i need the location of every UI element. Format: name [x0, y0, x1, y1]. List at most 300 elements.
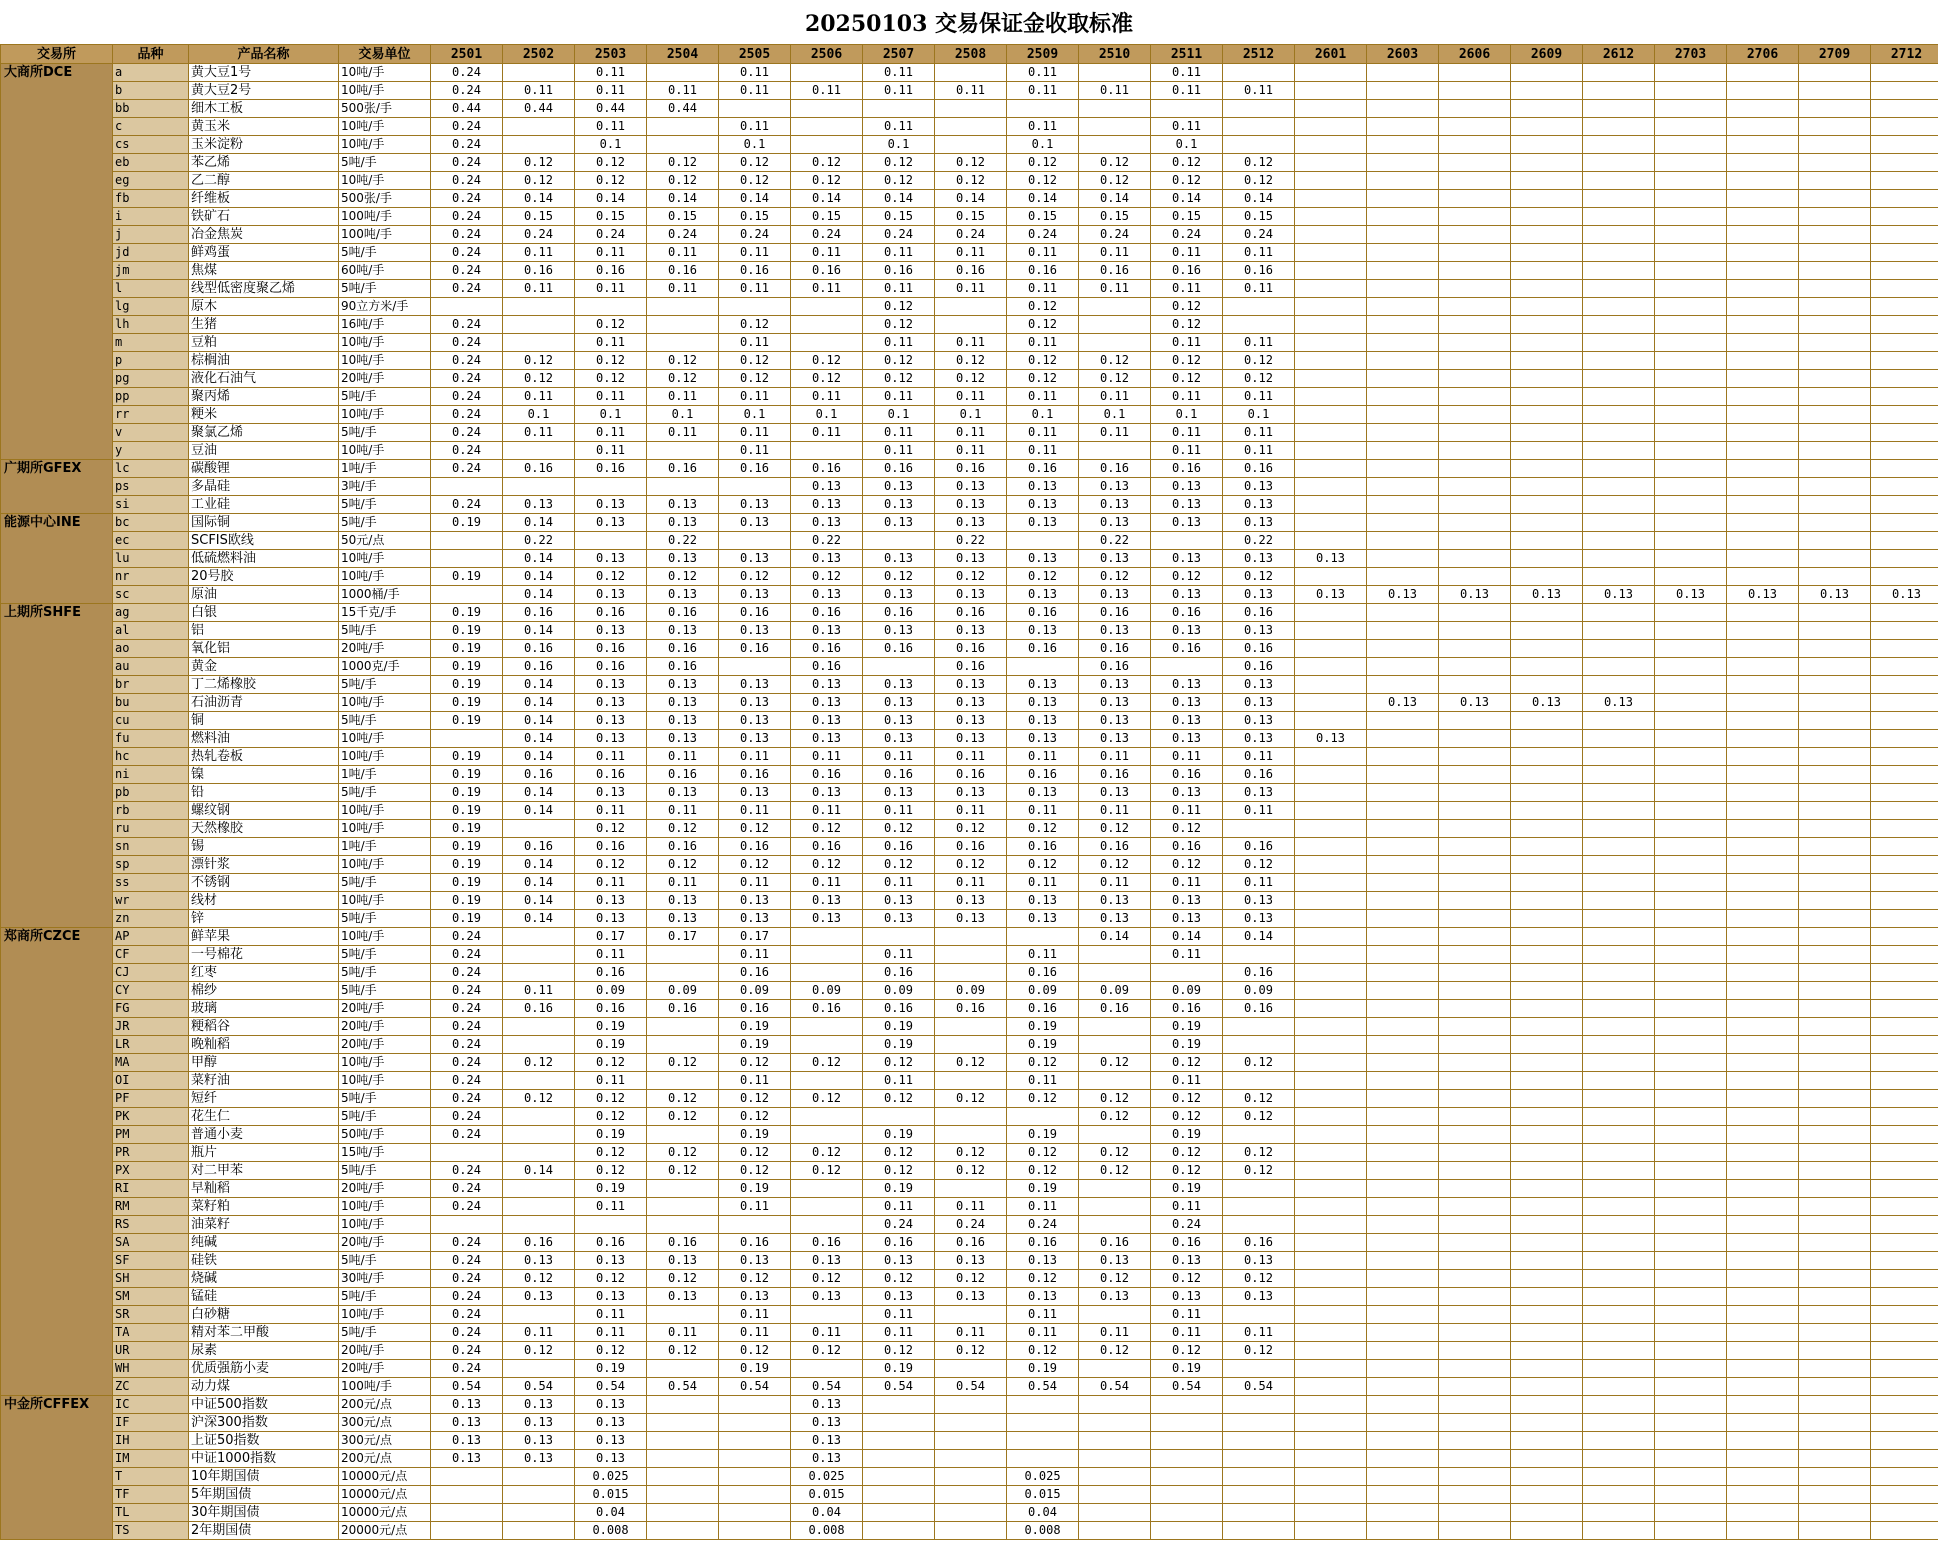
margin-value-cell[interactable] [791, 1072, 863, 1090]
margin-value-cell[interactable]: 0.19 [431, 838, 503, 856]
trading-unit-cell[interactable]: 50吨/手 [339, 1126, 431, 1144]
margin-value-cell[interactable]: 0.11 [719, 1324, 791, 1342]
variety-code-cell[interactable]: sc [113, 586, 189, 604]
margin-value-cell[interactable]: 0.13 [1079, 496, 1151, 514]
margin-value-cell[interactable]: 0.24 [431, 190, 503, 208]
margin-value-cell[interactable]: 0.16 [647, 1000, 719, 1018]
margin-value-cell[interactable] [1079, 1018, 1151, 1036]
margin-value-cell[interactable] [1871, 1126, 1938, 1144]
margin-value-cell[interactable] [1151, 532, 1223, 550]
margin-value-cell[interactable] [1295, 1522, 1367, 1540]
margin-value-cell[interactable] [1511, 1432, 1583, 1450]
margin-value-cell[interactable] [935, 118, 1007, 136]
margin-value-cell[interactable] [575, 298, 647, 316]
margin-value-cell[interactable]: 0.12 [503, 154, 575, 172]
margin-value-cell[interactable]: 0.13 [1295, 550, 1367, 568]
variety-code-cell[interactable]: rb [113, 802, 189, 820]
margin-value-cell[interactable] [1439, 838, 1511, 856]
margin-value-cell[interactable] [1799, 406, 1871, 424]
margin-value-cell[interactable]: 0.11 [575, 334, 647, 352]
margin-value-cell[interactable]: 0.24 [1151, 1216, 1223, 1234]
margin-value-cell[interactable] [1439, 658, 1511, 676]
trading-unit-cell[interactable]: 10吨/手 [339, 802, 431, 820]
product-name-cell[interactable]: 早籼稻 [189, 1180, 339, 1198]
margin-value-cell[interactable] [431, 1522, 503, 1540]
margin-value-cell[interactable]: 0.11 [719, 946, 791, 964]
trading-unit-cell[interactable]: 1吨/手 [339, 838, 431, 856]
margin-value-cell[interactable]: 0.12 [1223, 1342, 1295, 1360]
margin-value-cell[interactable]: 0.12 [503, 172, 575, 190]
margin-value-cell[interactable] [1295, 1450, 1367, 1468]
margin-value-cell[interactable] [503, 1198, 575, 1216]
margin-value-cell[interactable] [1727, 694, 1799, 712]
margin-value-cell[interactable]: 0.14 [1223, 928, 1295, 946]
column-header-month-2703[interactable]: 2703 [1655, 45, 1727, 64]
margin-value-cell[interactable]: 0.13 [719, 586, 791, 604]
trading-unit-cell[interactable]: 10000元/点 [339, 1468, 431, 1486]
margin-value-cell[interactable]: 0.16 [1151, 604, 1223, 622]
margin-value-cell[interactable] [1295, 370, 1367, 388]
exchange-label[interactable]: 大商所DCE [1, 64, 113, 460]
margin-value-cell[interactable]: 0.44 [647, 100, 719, 118]
margin-value-cell[interactable]: 0.14 [503, 190, 575, 208]
margin-value-cell[interactable] [1871, 208, 1938, 226]
margin-value-cell[interactable] [647, 1504, 719, 1522]
margin-value-cell[interactable] [1151, 1414, 1223, 1432]
margin-value-cell[interactable] [1871, 244, 1938, 262]
margin-value-cell[interactable] [1367, 208, 1439, 226]
product-name-cell[interactable]: 棕榈油 [189, 352, 339, 370]
margin-value-cell[interactable]: 0.13 [1295, 730, 1367, 748]
trading-unit-cell[interactable]: 10吨/手 [339, 1054, 431, 1072]
variety-code-cell[interactable]: eb [113, 154, 189, 172]
margin-value-cell[interactable] [647, 1414, 719, 1432]
margin-value-cell[interactable]: 0.14 [935, 190, 1007, 208]
margin-value-cell[interactable] [1727, 1396, 1799, 1414]
variety-code-cell[interactable]: CY [113, 982, 189, 1000]
margin-value-cell[interactable]: 0.13 [647, 586, 719, 604]
margin-value-cell[interactable] [1511, 478, 1583, 496]
margin-value-cell[interactable] [791, 442, 863, 460]
margin-value-cell[interactable]: 0.13 [935, 910, 1007, 928]
margin-value-cell[interactable] [1583, 784, 1655, 802]
margin-value-cell[interactable] [1655, 1486, 1727, 1504]
variety-code-cell[interactable]: TL [113, 1504, 189, 1522]
margin-value-cell[interactable] [1583, 1036, 1655, 1054]
margin-value-cell[interactable] [1511, 622, 1583, 640]
margin-value-cell[interactable] [1727, 748, 1799, 766]
margin-value-cell[interactable] [1367, 1234, 1439, 1252]
margin-value-cell[interactable] [1295, 640, 1367, 658]
margin-value-cell[interactable]: 0.12 [575, 568, 647, 586]
margin-value-cell[interactable] [1799, 226, 1871, 244]
margin-value-cell[interactable] [719, 1396, 791, 1414]
margin-value-cell[interactable] [1583, 712, 1655, 730]
margin-value-cell[interactable] [719, 1486, 791, 1504]
margin-value-cell[interactable] [719, 478, 791, 496]
margin-value-cell[interactable] [1655, 676, 1727, 694]
margin-value-cell[interactable]: 0.16 [1007, 262, 1079, 280]
margin-value-cell[interactable] [1079, 1414, 1151, 1432]
margin-value-cell[interactable]: 0.13 [791, 1252, 863, 1270]
margin-value-cell[interactable]: 0.11 [863, 946, 935, 964]
margin-value-cell[interactable]: 0.14 [503, 676, 575, 694]
margin-value-cell[interactable]: 0.11 [1151, 280, 1223, 298]
margin-value-cell[interactable] [1079, 1450, 1151, 1468]
margin-value-cell[interactable]: 0.19 [1007, 1360, 1079, 1378]
margin-value-cell[interactable]: 0.13 [1223, 694, 1295, 712]
margin-value-cell[interactable] [1223, 1306, 1295, 1324]
margin-value-cell[interactable]: 0.12 [1223, 1054, 1295, 1072]
margin-value-cell[interactable] [791, 1180, 863, 1198]
margin-value-cell[interactable]: 0.11 [1151, 442, 1223, 460]
margin-value-cell[interactable]: 0.11 [1151, 1324, 1223, 1342]
margin-value-cell[interactable]: 0.12 [1007, 1342, 1079, 1360]
product-name-cell[interactable]: 2年期国债 [189, 1522, 339, 1540]
margin-value-cell[interactable] [1799, 1450, 1871, 1468]
variety-code-cell[interactable]: TF [113, 1486, 189, 1504]
margin-value-cell[interactable] [935, 100, 1007, 118]
margin-value-cell[interactable]: 0.24 [1223, 226, 1295, 244]
margin-value-cell[interactable] [1583, 622, 1655, 640]
margin-value-cell[interactable]: 0.13 [791, 514, 863, 532]
margin-value-cell[interactable] [1295, 1108, 1367, 1126]
margin-value-cell[interactable]: 0.008 [791, 1522, 863, 1540]
margin-value-cell[interactable] [1511, 676, 1583, 694]
margin-value-cell[interactable]: 0.13 [503, 1450, 575, 1468]
variety-code-cell[interactable]: fb [113, 190, 189, 208]
margin-value-cell[interactable] [1511, 460, 1583, 478]
margin-value-cell[interactable]: 0.16 [647, 460, 719, 478]
margin-value-cell[interactable] [431, 532, 503, 550]
margin-value-cell[interactable] [1583, 550, 1655, 568]
margin-value-cell[interactable] [1871, 190, 1938, 208]
margin-value-cell[interactable]: 0.22 [1223, 532, 1295, 550]
margin-value-cell[interactable] [1367, 1216, 1439, 1234]
margin-value-cell[interactable] [1655, 1252, 1727, 1270]
margin-value-cell[interactable] [1655, 856, 1727, 874]
margin-value-cell[interactable]: 0.12 [863, 154, 935, 172]
margin-value-cell[interactable] [1367, 1000, 1439, 1018]
margin-value-cell[interactable] [1727, 1126, 1799, 1144]
margin-value-cell[interactable]: 0.12 [1151, 352, 1223, 370]
margin-value-cell[interactable] [1799, 946, 1871, 964]
margin-value-cell[interactable] [1439, 442, 1511, 460]
margin-value-cell[interactable] [1223, 100, 1295, 118]
margin-value-cell[interactable] [1007, 100, 1079, 118]
margin-value-cell[interactable]: 0.17 [719, 928, 791, 946]
trading-unit-cell[interactable]: 30吨/手 [339, 1270, 431, 1288]
margin-value-cell[interactable]: 0.13 [1223, 550, 1295, 568]
margin-value-cell[interactable]: 0.22 [791, 532, 863, 550]
margin-value-cell[interactable] [1367, 1378, 1439, 1396]
margin-value-cell[interactable]: 0.09 [863, 982, 935, 1000]
margin-value-cell[interactable] [1871, 1342, 1938, 1360]
margin-value-cell[interactable]: 0.24 [1007, 1216, 1079, 1234]
margin-value-cell[interactable] [1295, 1288, 1367, 1306]
margin-value-cell[interactable]: 0.24 [431, 1270, 503, 1288]
margin-value-cell[interactable]: 0.11 [1151, 64, 1223, 82]
margin-value-cell[interactable]: 0.025 [1007, 1468, 1079, 1486]
margin-value-cell[interactable] [791, 298, 863, 316]
margin-value-cell[interactable] [1439, 1234, 1511, 1252]
trading-unit-cell[interactable]: 20吨/手 [339, 1234, 431, 1252]
margin-value-cell[interactable]: 0.12 [647, 1144, 719, 1162]
margin-value-cell[interactable] [1295, 406, 1367, 424]
margin-value-cell[interactable]: 0.12 [1223, 1162, 1295, 1180]
variety-code-cell[interactable]: lh [113, 316, 189, 334]
margin-value-cell[interactable]: 0.24 [431, 262, 503, 280]
trading-unit-cell[interactable]: 20吨/手 [339, 1180, 431, 1198]
margin-value-cell[interactable]: 0.14 [503, 730, 575, 748]
margin-value-cell[interactable]: 0.11 [935, 244, 1007, 262]
margin-value-cell[interactable] [647, 1036, 719, 1054]
column-header-month-2502[interactable]: 2502 [503, 45, 575, 64]
margin-value-cell[interactable] [1511, 964, 1583, 982]
margin-value-cell[interactable]: 0.13 [647, 712, 719, 730]
margin-value-cell[interactable]: 0.16 [863, 604, 935, 622]
margin-value-cell[interactable]: 0.12 [935, 568, 1007, 586]
margin-value-cell[interactable] [1655, 244, 1727, 262]
margin-value-cell[interactable] [1583, 1522, 1655, 1540]
variety-code-cell[interactable]: nr [113, 568, 189, 586]
margin-value-cell[interactable] [1439, 1396, 1511, 1414]
margin-value-cell[interactable]: 0.11 [791, 244, 863, 262]
column-header-month-2501[interactable]: 2501 [431, 45, 503, 64]
margin-value-cell[interactable]: 0.13 [1151, 730, 1223, 748]
margin-value-cell[interactable] [935, 928, 1007, 946]
margin-value-cell[interactable] [1727, 1054, 1799, 1072]
margin-value-cell[interactable]: 0.11 [575, 280, 647, 298]
margin-value-cell[interactable] [647, 1306, 719, 1324]
margin-value-cell[interactable]: 0.13 [863, 694, 935, 712]
margin-value-cell[interactable]: 0.13 [791, 1414, 863, 1432]
margin-value-cell[interactable]: 0.13 [1223, 622, 1295, 640]
margin-value-cell[interactable] [1223, 1450, 1295, 1468]
margin-value-cell[interactable] [1727, 1216, 1799, 1234]
margin-value-cell[interactable]: 0.12 [1007, 1144, 1079, 1162]
margin-value-cell[interactable] [1439, 1126, 1511, 1144]
margin-value-cell[interactable]: 0.12 [719, 856, 791, 874]
margin-value-cell[interactable] [791, 118, 863, 136]
margin-value-cell[interactable] [1727, 316, 1799, 334]
margin-value-cell[interactable]: 0.11 [1151, 82, 1223, 100]
variety-code-cell[interactable]: au [113, 658, 189, 676]
margin-value-cell[interactable] [1799, 1306, 1871, 1324]
margin-value-cell[interactable] [1223, 1126, 1295, 1144]
margin-value-cell[interactable]: 0.11 [503, 244, 575, 262]
margin-value-cell[interactable] [1511, 1450, 1583, 1468]
margin-value-cell[interactable] [1511, 1234, 1583, 1252]
margin-value-cell[interactable] [1727, 172, 1799, 190]
margin-value-cell[interactable] [1871, 856, 1938, 874]
margin-value-cell[interactable]: 0.54 [1223, 1378, 1295, 1396]
margin-value-cell[interactable] [1295, 1144, 1367, 1162]
margin-value-cell[interactable] [1727, 568, 1799, 586]
margin-value-cell[interactable] [791, 316, 863, 334]
margin-value-cell[interactable]: 0.12 [575, 1270, 647, 1288]
margin-value-cell[interactable]: 0.11 [863, 64, 935, 82]
margin-value-cell[interactable] [1511, 190, 1583, 208]
margin-value-cell[interactable]: 0.11 [575, 118, 647, 136]
margin-value-cell[interactable] [1583, 1180, 1655, 1198]
margin-value-cell[interactable] [1367, 640, 1439, 658]
margin-value-cell[interactable]: 0.13 [1799, 586, 1871, 604]
margin-value-cell[interactable] [1367, 226, 1439, 244]
margin-value-cell[interactable] [647, 1216, 719, 1234]
margin-value-cell[interactable]: 0.13 [935, 496, 1007, 514]
margin-value-cell[interactable] [1511, 100, 1583, 118]
trading-unit-cell[interactable]: 10吨/手 [339, 64, 431, 82]
margin-value-cell[interactable] [1439, 766, 1511, 784]
margin-value-cell[interactable]: 0.11 [575, 748, 647, 766]
margin-value-cell[interactable] [1655, 190, 1727, 208]
margin-value-cell[interactable]: 0.11 [935, 874, 1007, 892]
margin-value-cell[interactable] [431, 478, 503, 496]
margin-value-cell[interactable]: 0.14 [791, 190, 863, 208]
margin-value-cell[interactable]: 0.44 [503, 100, 575, 118]
margin-value-cell[interactable]: 0.12 [863, 820, 935, 838]
product-name-cell[interactable]: 短纤 [189, 1090, 339, 1108]
margin-value-cell[interactable] [575, 478, 647, 496]
margin-value-cell[interactable]: 0.13 [575, 892, 647, 910]
margin-value-cell[interactable] [1367, 1288, 1439, 1306]
margin-value-cell[interactable] [1367, 622, 1439, 640]
margin-value-cell[interactable] [1007, 1414, 1079, 1432]
margin-value-cell[interactable]: 0.11 [719, 1306, 791, 1324]
margin-value-cell[interactable] [1439, 136, 1511, 154]
margin-value-cell[interactable]: 0.13 [1727, 586, 1799, 604]
margin-value-cell[interactable] [1511, 424, 1583, 442]
margin-value-cell[interactable] [1511, 784, 1583, 802]
margin-value-cell[interactable]: 0.14 [503, 622, 575, 640]
trading-unit-cell[interactable]: 1吨/手 [339, 460, 431, 478]
trading-unit-cell[interactable]: 200元/点 [339, 1396, 431, 1414]
margin-value-cell[interactable]: 0.12 [647, 1108, 719, 1126]
margin-value-cell[interactable] [1655, 550, 1727, 568]
margin-value-cell[interactable]: 0.1 [935, 406, 1007, 424]
margin-value-cell[interactable]: 0.13 [1079, 784, 1151, 802]
margin-value-cell[interactable]: 0.11 [935, 748, 1007, 766]
trading-unit-cell[interactable]: 100吨/手 [339, 226, 431, 244]
margin-value-cell[interactable]: 0.12 [575, 1090, 647, 1108]
margin-value-cell[interactable]: 0.12 [1151, 1162, 1223, 1180]
product-name-cell[interactable]: 瓶片 [189, 1144, 339, 1162]
margin-value-cell[interactable]: 0.19 [575, 1126, 647, 1144]
margin-value-cell[interactable] [1295, 154, 1367, 172]
margin-value-cell[interactable] [503, 1360, 575, 1378]
margin-value-cell[interactable] [1727, 802, 1799, 820]
margin-value-cell[interactable]: 0.24 [431, 208, 503, 226]
margin-value-cell[interactable] [1511, 1324, 1583, 1342]
margin-value-cell[interactable] [1439, 1180, 1511, 1198]
margin-value-cell[interactable] [647, 316, 719, 334]
margin-value-cell[interactable] [1727, 964, 1799, 982]
margin-value-cell[interactable]: 0.12 [1079, 370, 1151, 388]
trading-unit-cell[interactable]: 5吨/手 [339, 388, 431, 406]
margin-value-cell[interactable] [1799, 1108, 1871, 1126]
margin-value-cell[interactable] [1871, 964, 1938, 982]
margin-value-cell[interactable]: 0.13 [1151, 1252, 1223, 1270]
margin-value-cell[interactable] [1727, 298, 1799, 316]
margin-value-cell[interactable]: 0.13 [791, 622, 863, 640]
variety-code-cell[interactable]: y [113, 442, 189, 460]
variety-code-cell[interactable]: hc [113, 748, 189, 766]
margin-value-cell[interactable] [719, 532, 791, 550]
margin-value-cell[interactable]: 0.12 [575, 154, 647, 172]
margin-value-cell[interactable] [503, 1504, 575, 1522]
margin-value-cell[interactable] [1151, 1522, 1223, 1540]
margin-value-cell[interactable]: 0.16 [647, 1234, 719, 1252]
margin-value-cell[interactable] [1583, 424, 1655, 442]
margin-value-cell[interactable] [1367, 370, 1439, 388]
margin-value-cell[interactable] [1583, 802, 1655, 820]
variety-code-cell[interactable]: bc [113, 514, 189, 532]
product-name-cell[interactable]: 丁二烯橡胶 [189, 676, 339, 694]
margin-value-cell[interactable]: 0.13 [791, 910, 863, 928]
margin-value-cell[interactable]: 0.19 [431, 892, 503, 910]
margin-value-cell[interactable]: 0.13 [647, 550, 719, 568]
product-name-cell[interactable]: 对二甲苯 [189, 1162, 339, 1180]
trading-unit-cell[interactable]: 20吨/手 [339, 370, 431, 388]
margin-value-cell[interactable] [1367, 118, 1439, 136]
margin-value-cell[interactable]: 0.13 [863, 784, 935, 802]
margin-value-cell[interactable]: 0.11 [863, 874, 935, 892]
margin-value-cell[interactable] [1871, 1234, 1938, 1252]
margin-value-cell[interactable] [1511, 1522, 1583, 1540]
margin-value-cell[interactable] [1223, 946, 1295, 964]
margin-value-cell[interactable] [431, 586, 503, 604]
margin-value-cell[interactable]: 0.12 [935, 1054, 1007, 1072]
margin-value-cell[interactable]: 0.16 [1007, 1000, 1079, 1018]
margin-value-cell[interactable] [1367, 1090, 1439, 1108]
margin-value-cell[interactable] [503, 298, 575, 316]
variety-code-cell[interactable]: IF [113, 1414, 189, 1432]
product-name-cell[interactable]: 红枣 [189, 964, 339, 982]
margin-value-cell[interactable]: 0.19 [431, 802, 503, 820]
margin-value-cell[interactable] [1871, 424, 1938, 442]
variety-code-cell[interactable]: p [113, 352, 189, 370]
margin-value-cell[interactable]: 0.11 [791, 82, 863, 100]
margin-value-cell[interactable] [1439, 1198, 1511, 1216]
margin-value-cell[interactable] [1583, 910, 1655, 928]
margin-value-cell[interactable]: 0.24 [431, 982, 503, 1000]
margin-value-cell[interactable] [935, 1432, 1007, 1450]
margin-value-cell[interactable]: 0.16 [503, 262, 575, 280]
margin-value-cell[interactable] [1799, 820, 1871, 838]
margin-value-cell[interactable]: 0.12 [647, 370, 719, 388]
margin-value-cell[interactable]: 0.11 [647, 748, 719, 766]
margin-value-cell[interactable]: 0.12 [647, 1270, 719, 1288]
margin-value-cell[interactable] [1511, 1306, 1583, 1324]
margin-value-cell[interactable] [1367, 1342, 1439, 1360]
margin-value-cell[interactable]: 0.1 [575, 136, 647, 154]
margin-value-cell[interactable]: 0.12 [1151, 1342, 1223, 1360]
margin-value-cell[interactable]: 0.13 [863, 622, 935, 640]
margin-value-cell[interactable] [503, 118, 575, 136]
margin-value-cell[interactable] [1583, 1144, 1655, 1162]
margin-value-cell[interactable] [1871, 1396, 1938, 1414]
margin-value-cell[interactable] [1295, 172, 1367, 190]
margin-value-cell[interactable] [1151, 1468, 1223, 1486]
margin-value-cell[interactable]: 0.16 [647, 262, 719, 280]
margin-value-cell[interactable] [1871, 64, 1938, 82]
margin-value-cell[interactable]: 0.13 [863, 892, 935, 910]
variety-code-cell[interactable]: FG [113, 1000, 189, 1018]
product-name-cell[interactable]: 菜籽油 [189, 1072, 339, 1090]
margin-value-cell[interactable] [1799, 460, 1871, 478]
trading-unit-cell[interactable]: 20吨/手 [339, 1360, 431, 1378]
